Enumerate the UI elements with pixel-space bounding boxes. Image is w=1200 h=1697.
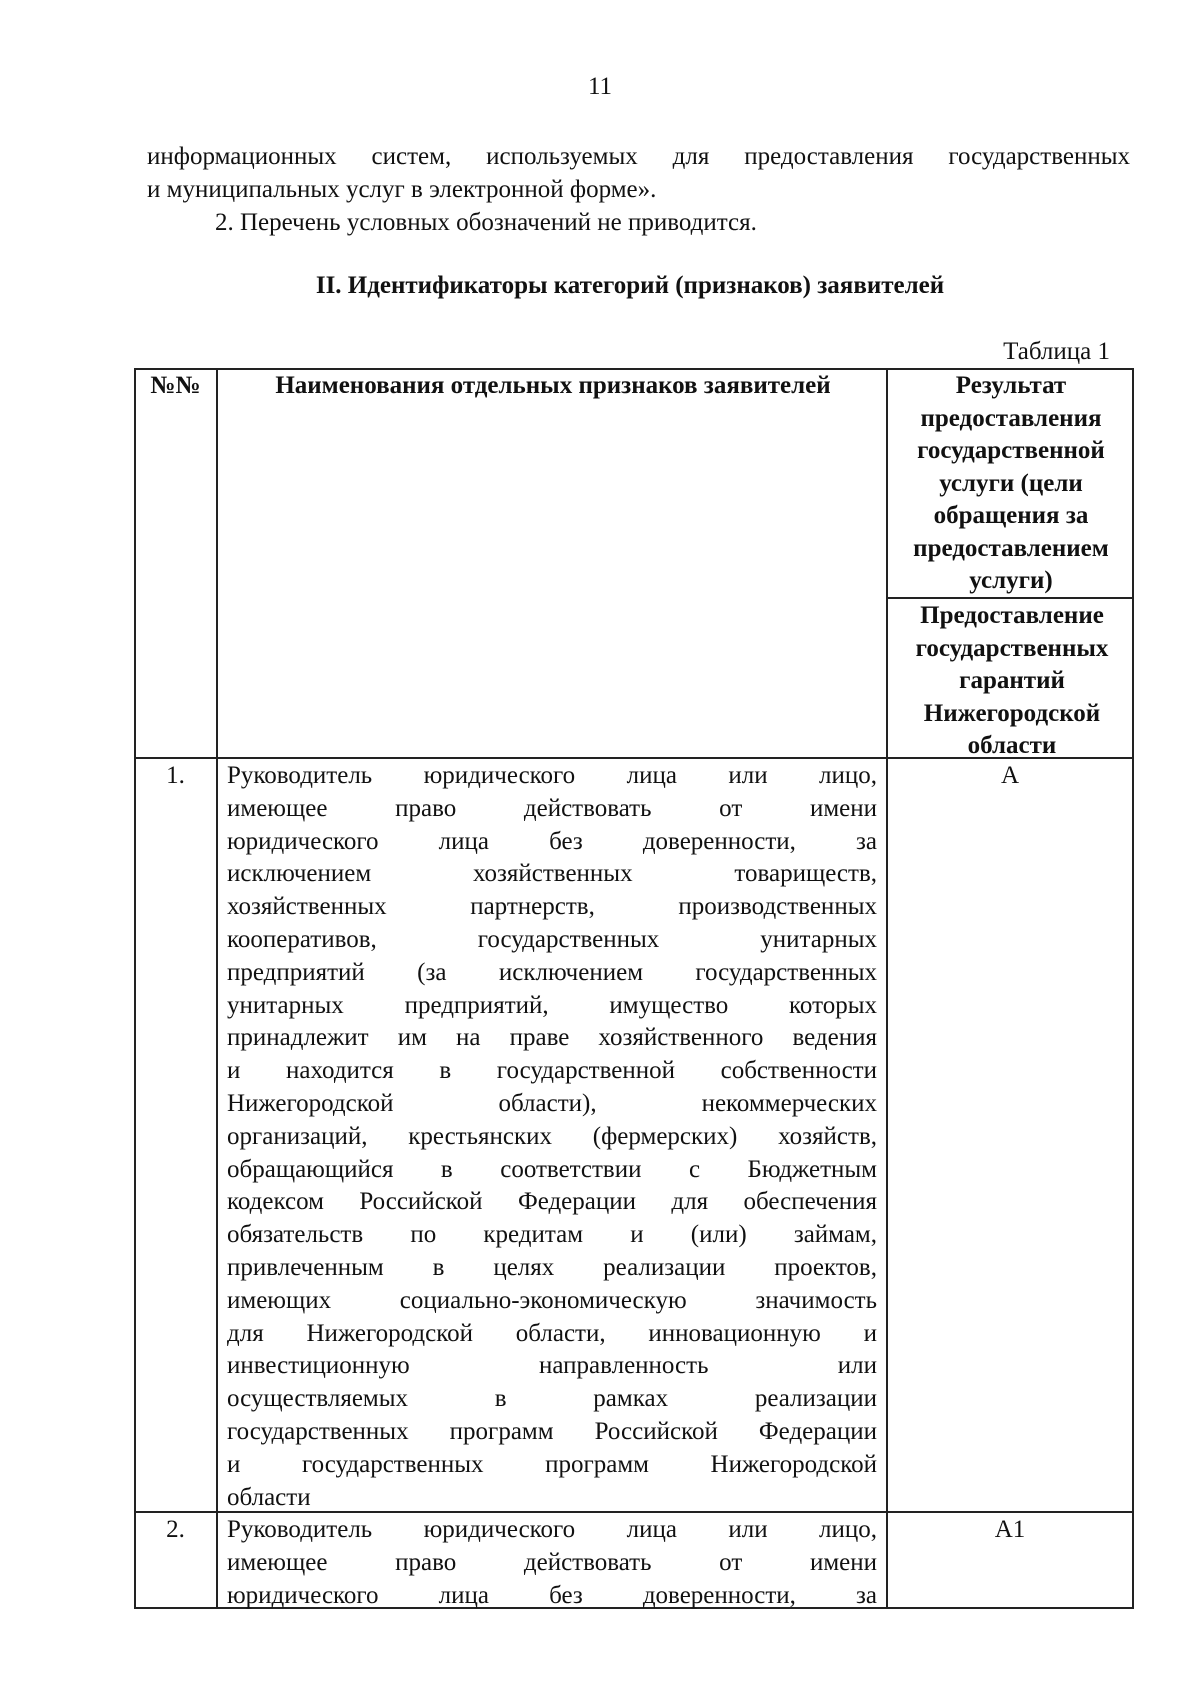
description-line: и государственных программ Нижегородской bbox=[227, 1450, 877, 1478]
description-line: исключением хозяйственных товариществ, bbox=[227, 860, 877, 888]
row-2-code: А1 bbox=[994, 1516, 1026, 1543]
description-line: государственных программ Российской Федерации bbox=[227, 1417, 877, 1445]
column-divider-1 bbox=[216, 368, 218, 1609]
description-line: юридического лица без доверенности, за bbox=[227, 827, 877, 855]
description-line: и находится в государственной собственности bbox=[227, 1057, 877, 1085]
description-line: Руководитель юридического лица или лицо, bbox=[227, 1516, 877, 1543]
paragraph-2: 2. Перечень условных обозначений не приводится. bbox=[215, 209, 757, 236]
description-line: области bbox=[227, 1483, 311, 1511]
description-line: обязательств по кредитам и (или) займам, bbox=[227, 1221, 877, 1249]
header-name: Наименования отдельных признаков заявителей bbox=[275, 372, 831, 399]
row-1-number: 1. bbox=[166, 762, 185, 789]
description-line: предприятий (за исключением государственных bbox=[227, 958, 877, 986]
description-line: осуществляемых в рамках реализации bbox=[227, 1385, 877, 1413]
table-border-left bbox=[134, 368, 136, 1609]
row-1-code: А bbox=[1000, 762, 1020, 789]
description-line: хозяйственных партнерств, производственных bbox=[227, 893, 877, 921]
description-line: имеющее право действовать от имени bbox=[227, 794, 877, 822]
description-line: организаций, крестьянских (фермерских) хозяйств, bbox=[227, 1122, 877, 1150]
description-line: привлеченным в целях реализации проектов, bbox=[227, 1253, 877, 1281]
table-caption: Таблица 1 bbox=[1003, 338, 1110, 365]
description-line: имеющее право действовать от имени bbox=[227, 1548, 877, 1576]
description-line: обращающийся в соответствии с Бюджетным bbox=[227, 1155, 877, 1183]
description-line: юридического лица без доверенности, за bbox=[227, 1581, 877, 1609]
table-border-right bbox=[1132, 368, 1134, 1609]
column-divider-2 bbox=[886, 368, 888, 1609]
header-result: Результат предоставления государственной услуги (цели обращения за предоставлением услуги) bbox=[913, 372, 1109, 594]
description-line: принадлежит им на праве хозяйственного ведения bbox=[227, 1024, 877, 1052]
row-2-description bbox=[227, 1514, 877, 1612]
applicant-categories-table bbox=[134, 368, 1134, 1609]
description-line: для Нижегородской области, инновационную и bbox=[227, 1319, 877, 1347]
page-number: 11 bbox=[587, 73, 613, 100]
intro-line: и муниципальных услуг в электронной форме». bbox=[147, 176, 657, 203]
description-line: унитарных предприятий, имущество которых bbox=[227, 991, 877, 1019]
description-line: кодексом Российской Федерации для обеспечения bbox=[227, 1188, 877, 1216]
header-number: №№ bbox=[150, 372, 201, 399]
row-2-number: 2. bbox=[166, 1516, 185, 1543]
intro-line: информационных систем, используемых для предоставления государственных bbox=[147, 143, 1130, 170]
description-line: инвестиционную направленность или bbox=[227, 1352, 877, 1380]
header-subresult: Предоставление государственных гарантий Нижегородской области bbox=[915, 602, 1109, 759]
row-1-description bbox=[227, 760, 877, 1514]
description-line: кооперативов, государственных унитарных bbox=[227, 925, 877, 953]
intro-paragraph bbox=[147, 140, 1130, 206]
description-line: Нижегородской области), некоммерческих bbox=[227, 1089, 877, 1117]
description-line: Руководитель юридического лица или лицо, bbox=[227, 762, 877, 789]
section-heading: II. Идентификаторы категорий (признаков) заявителей bbox=[315, 272, 945, 299]
description-line: имеющих социально-экономическую значимость bbox=[227, 1286, 877, 1314]
